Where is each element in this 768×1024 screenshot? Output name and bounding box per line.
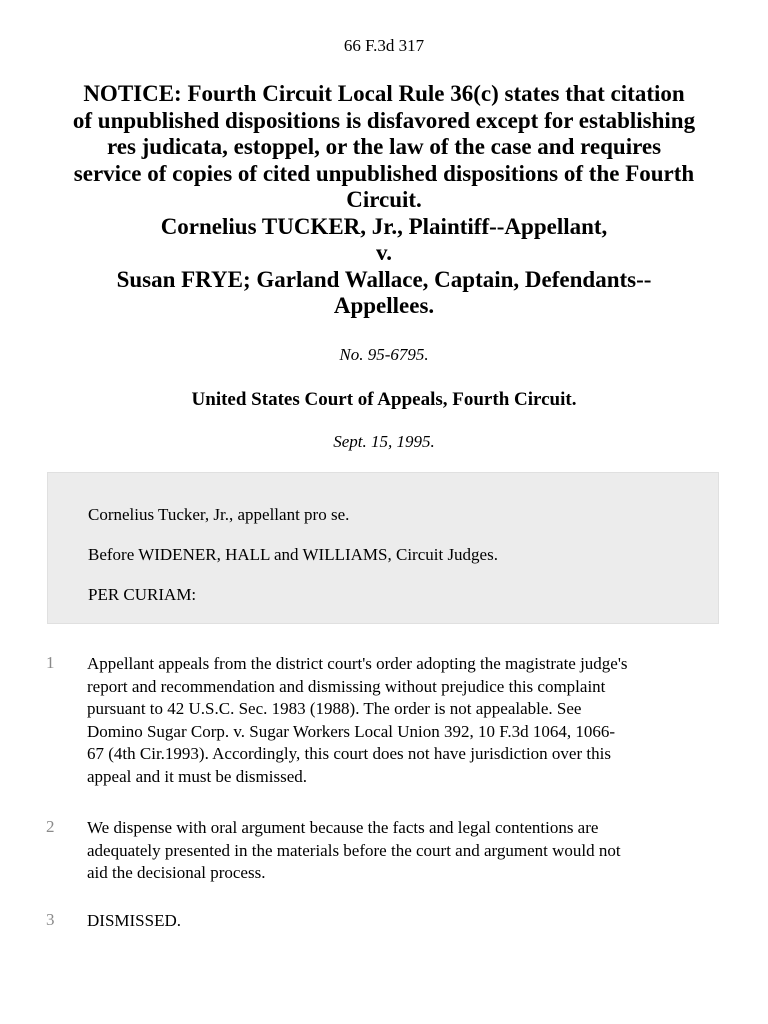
paragraph-line: pursuant to 42 U.S.C. Sec. 1983 (1988). The order is not appealable. See <box>87 699 582 718</box>
paragraph-line: Domino Sugar Corp. v. Sugar Workers Local Union 392, 10 F.3d 1064, 1066- <box>87 721 616 741</box>
paragraph-line: 67 (4th Cir.1993). Accordingly, this court does not have jurisdiction over this <box>87 744 611 763</box>
counsel-line: Cornelius Tucker, Jr., appellant pro se. <box>88 505 350 524</box>
court-name: United States Court of Appeals, Fourth Circuit. <box>191 389 577 410</box>
opinion-header-box <box>47 472 719 624</box>
docket-number: No. 95-6795. <box>339 345 429 364</box>
paragraph-text <box>87 817 727 885</box>
notice-line: Circuit. <box>346 187 422 212</box>
defendants-party-cont: Appellees. <box>333 293 435 318</box>
judges-line: Before WIDENER, HALL and WILLIAMS, Circuit Judges. <box>88 545 498 564</box>
notice-line: of unpublished dispositions is disfavored except for establishing <box>72 107 696 133</box>
paragraph-number: 1 <box>46 653 55 672</box>
paragraph-line: Appellant appeals from the district court's order adopting the magistrate judge's <box>87 654 628 673</box>
notice-line: NOTICE: Fourth Circuit Local Rule 36(c) states that citation <box>83 81 685 106</box>
paragraph-line: adequately presented in the materials before the court and argument would not <box>87 840 621 860</box>
notice-line: service of copies of cited unpublished dispositions of the Fourth <box>73 160 695 186</box>
case-citation: 66 F.3d 317 <box>343 36 425 55</box>
paragraph-number: 2 <box>46 817 55 836</box>
per-curiam-line: PER CURIAM: <box>88 585 197 604</box>
paragraph-line: We dispense with oral argument because the facts and legal contentions are <box>87 818 599 837</box>
plaintiff-party: Cornelius TUCKER, Jr., Plaintiff--Appellant, <box>160 213 608 239</box>
decision-date: Sept. 15, 1995. <box>333 432 435 451</box>
notice-line: res judicata, estoppel, or the law of the case and requires <box>106 134 662 159</box>
case-caption <box>40 81 728 320</box>
paragraph-line: report and recommendation and dismissing without prejudice this complaint <box>87 676 606 696</box>
paragraph-line: aid the decisional process. <box>87 863 266 882</box>
paragraph-text <box>87 910 727 933</box>
paragraph-text <box>87 653 727 788</box>
paragraph-line: DISMISSED. <box>87 911 181 930</box>
versus: v. <box>376 240 392 265</box>
paragraph-number: 3 <box>46 910 55 929</box>
defendants-party: Susan FRYE; Garland Wallace, Captain, Defendants-- <box>116 266 652 292</box>
paragraph-line: appeal and it must be dismissed. <box>87 766 308 786</box>
